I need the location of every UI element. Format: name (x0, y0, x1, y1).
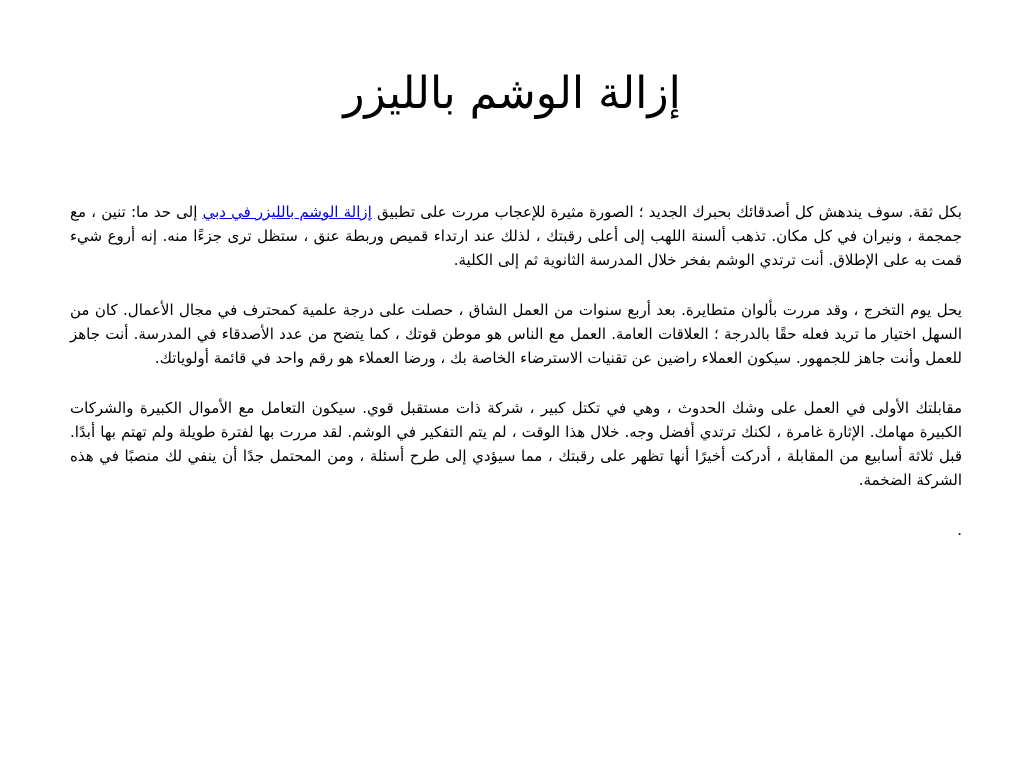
paragraph-2: يحل يوم التخرج ، وقد مررت بألوان متطايرة. بعد أربع سنوات من العمل الشاق ، حصلت على درجة علمية كمحترف في مجال الأعمال. كان من السهل اختيار ما تريد فعله حقًا بالدرجة ؛ العلاقات العامة. العمل مع الناس هو موطن قوتك ، كما يتضح من عدد الأصدقاء في المدرسة. أنت جاهز للعمل وأنت جاهز للجمهور. سيكون العملاء راضين عن تقنيات الاسترضاء الخاصة بك ، ورضا العملاء هو رقم واحد في قائمة أولوياتك. (70, 301, 962, 367)
paragraph-1-text-after: إلى حد ما: تنين ، مع جمجمة ، ونيران في كل مكان. تذهب ألسنة اللهب إلى أعلى رقبتك ، لذلك عند ارتداء قميص وربطة عنق ، ستظل ترى جزءًا منه. إنه أروع شيء قمت به على الإطلاق. أنت ترتدي الوشم بفخر خلال المدرسة الثانوية ثم إلى الكلية. (70, 203, 962, 269)
page-title: إزالة الوشم بالليزر (343, 68, 681, 119)
paragraph-3: مقابلتك الأولى في العمل على وشك الحدوث ، وهي في تكتل كبير ، شركة ذات مستقبل قوي. سيكون التعامل مع الأموال الكبيرة والشركات الكبيرة مهامك. الإثارة غامرة ، لكنك ترتدي أفضل وجه. خلال هذا الوقت ، لم يتم التفكير في الوشم. لقد مررت بها لفترة طويلة ولم تهتم بها أبدًا. قبل ثلاثة أسابيع من المقابلة ، أدركت أخيرًا أنها تظهر على رقبتك ، مما سيؤدي إلى طرح أسئلة ، ومن المحتمل جدًا أن ينفي لك منصبًا في هذه الشركة الضخمة. (70, 399, 962, 489)
tattoo-removal-link[interactable]: إزالة الوشم بالليزر في دبي (202, 203, 372, 221)
paragraph-1-text-before: بكل ثقة. سوف يندهش كل أصدقائك بحبرك الجديد ؛ الصورة مثيرة للإعجاب مررت على تطبيق (371, 203, 962, 221)
paragraph-1 (70, 200, 962, 272)
paragraph-4: . (957, 521, 962, 539)
article-body (70, 200, 962, 542)
